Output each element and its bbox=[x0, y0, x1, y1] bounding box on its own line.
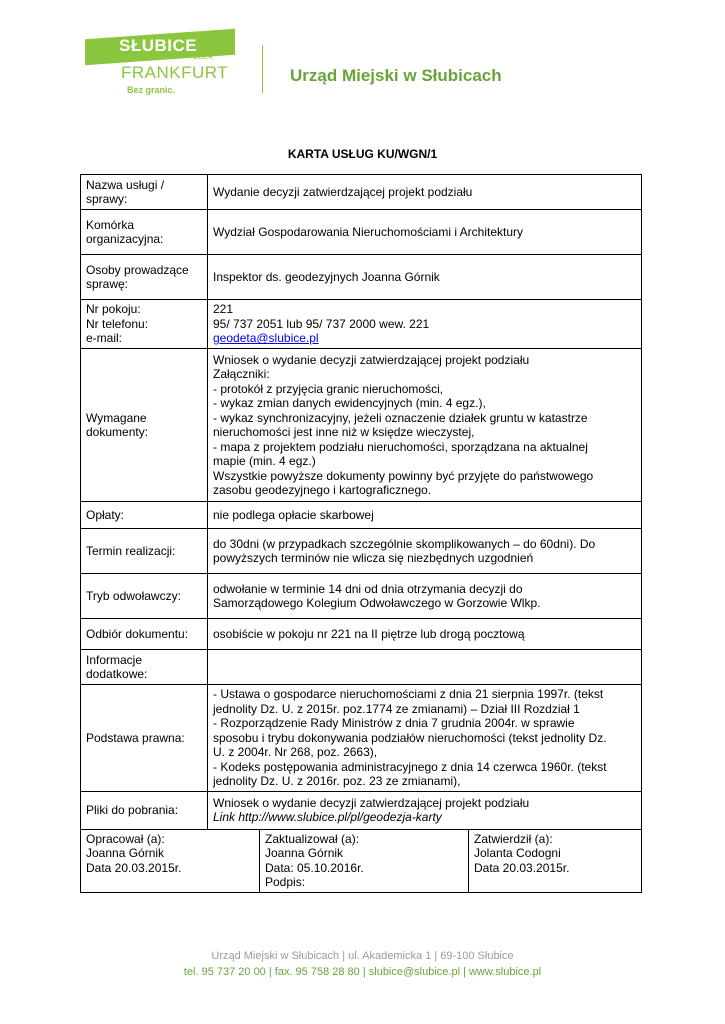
table-row bbox=[81, 255, 642, 300]
row-value: osobiście w pokoju nr 221 na II piętrze lub drogą pocztową bbox=[208, 619, 642, 650]
signatures-table bbox=[81, 830, 641, 892]
row-label: Osoby prowadzące sprawę: bbox=[81, 255, 208, 300]
approved-by: Zatwierdził (a): Jolanta Codogni Data 20.03.2015r. bbox=[474, 831, 570, 875]
logo-slogan: Bez granic. bbox=[127, 85, 176, 95]
footer-contact: tel. 95 737 20 00 | fax. 95 758 28 80 | slubice@slubice.pl | www.slubice.pl bbox=[183, 966, 542, 978]
row-value: Wydanie decyzji zatwierdzającej projekt podziału bbox=[208, 175, 642, 210]
row-label: Pliki do pobrania: bbox=[81, 791, 208, 829]
table-row bbox=[81, 529, 642, 574]
page-footer bbox=[0, 950, 725, 978]
email-link[interactable]: geodeta@slubice.pl bbox=[213, 331, 319, 346]
downloads-cell bbox=[208, 791, 642, 829]
row-value bbox=[208, 650, 642, 685]
table-row bbox=[81, 349, 642, 502]
footer-address: Urząd Miejski w Słubicach | ul. Akademicka 1 | 69-100 Słubice bbox=[211, 950, 514, 962]
table-row bbox=[81, 175, 642, 210]
logo-sub: ODER bbox=[193, 54, 214, 61]
row-label: Odbiór dokumentu: bbox=[81, 619, 208, 650]
row-label: Podstawa prawna: bbox=[81, 685, 208, 792]
signatures-row bbox=[81, 829, 642, 892]
service-card-table bbox=[80, 174, 642, 893]
row-value: odwołanie w terminie 14 dni od dnia otrzymania decyzji do Samorządowego Kolegium Odwoławczego w Gorzowie Wlkp. bbox=[208, 574, 642, 619]
row-value: do 30dni (w przypadkach szczególnie skomplikowanych – do 60dni). Do powyższych terminów nie wlicza się niezbędnych uzgodnień bbox=[208, 529, 642, 574]
table-row bbox=[81, 574, 642, 619]
row-value: nie podlega opłacie skarbowej bbox=[208, 502, 642, 529]
document-title: KARTA USŁUG KU/WGN/1 bbox=[287, 147, 438, 161]
office-name: Urząd Miejski w Słubicach bbox=[290, 66, 502, 85]
table-row bbox=[81, 650, 642, 685]
row-label: Nazwa usługi / sprawy: bbox=[81, 175, 208, 210]
documents-list: Wniosek o wydanie decyzji zatwierdzającej projekt podziału Załączniki: - protokół z przyjęcia granic nieruchomości, - wykaz zmian danych ewidencyjnych (min. 4 egz.), - wykaz synchronizacyjny, jeżeli oznaczenie działek gruntu w katastrze nieruchomości jest inne niż w księdze wieczystej, - mapa z projektem podziału nieruchomości, sporządzana na aktualnej mapie (min. 4 egz.) Wszystkie powyższe dokumenty powinny być przyjęte do państwowego zasobu geodezyjnego i kartograficznego. bbox=[208, 349, 642, 502]
phone-number: 95/ 737 2051 lub 95/ 737 2000 wew. 221 bbox=[213, 316, 430, 331]
slubice-logo bbox=[85, 30, 235, 100]
download-description: Wniosek o wydanie decyzji zatwierdzającej projekt podziału bbox=[213, 795, 530, 810]
row-label: Termin realizacji: bbox=[81, 529, 208, 574]
contact-labels: Nr pokoju: Nr telefonu: e-mail: bbox=[81, 300, 208, 349]
download-link[interactable]: Link http://www.slubice.pl/pl/geodezja-karty bbox=[213, 810, 442, 824]
table-row bbox=[81, 791, 642, 829]
contact-values bbox=[208, 300, 642, 349]
row-label: Tryb odwoławczy: bbox=[81, 574, 208, 619]
header-divider bbox=[262, 45, 263, 93]
row-label: Informacje dodatkowe: bbox=[81, 650, 208, 685]
table-row bbox=[81, 502, 642, 529]
row-value: Inspektor ds. geodezyjnych Joanna Górnik bbox=[208, 255, 642, 300]
updated-by: Zaktualizował (a): Joanna Górnik Data: 05.10.2016r. Podpis: bbox=[260, 830, 469, 892]
room-number: 221 bbox=[213, 302, 234, 317]
table-row bbox=[81, 685, 642, 792]
table-row bbox=[81, 619, 642, 650]
prepared-by: Opracował (a): Joanna Górnik Data 20.03.2015r. bbox=[81, 830, 260, 892]
table-row bbox=[81, 300, 642, 349]
page-header bbox=[0, 0, 725, 120]
table-row bbox=[81, 210, 642, 255]
signatures-cell bbox=[81, 829, 642, 892]
logo-brand2: FRANKFURT bbox=[121, 63, 229, 82]
row-label: Opłaty: bbox=[81, 502, 208, 529]
logo-brand: SŁUBICE bbox=[119, 36, 198, 55]
legal-basis-text: - Ustawa o gospodarce nieruchomościami z dnia 21 sierpnia 1997r. (tekst jednolity Dz. U. z 2015r. poz.1774 ze zmianami) – Dział III Rozdział 1 - Rozporządzenie Rady Ministrów z dnia 7 grudnia 2004r. w sprawie sposobu i trybu dokonywania podziałów nieruchomości (tekst jednolity Dz. U. z 2004r. Nr 268, poz. 2663), - Kodeks postępowania administracyjnego z dnia 14 czerwca 1960r. (tekst jednolity Dz. U. z 2016r. poz. 23 ze zmianami), bbox=[208, 685, 642, 792]
row-label: Komórka organizacyjna: bbox=[81, 210, 208, 255]
row-value: Wydział Gospodarowania Nieruchomościami i Architektury bbox=[208, 210, 642, 255]
row-label: Wymagane dokumenty: bbox=[81, 349, 208, 502]
